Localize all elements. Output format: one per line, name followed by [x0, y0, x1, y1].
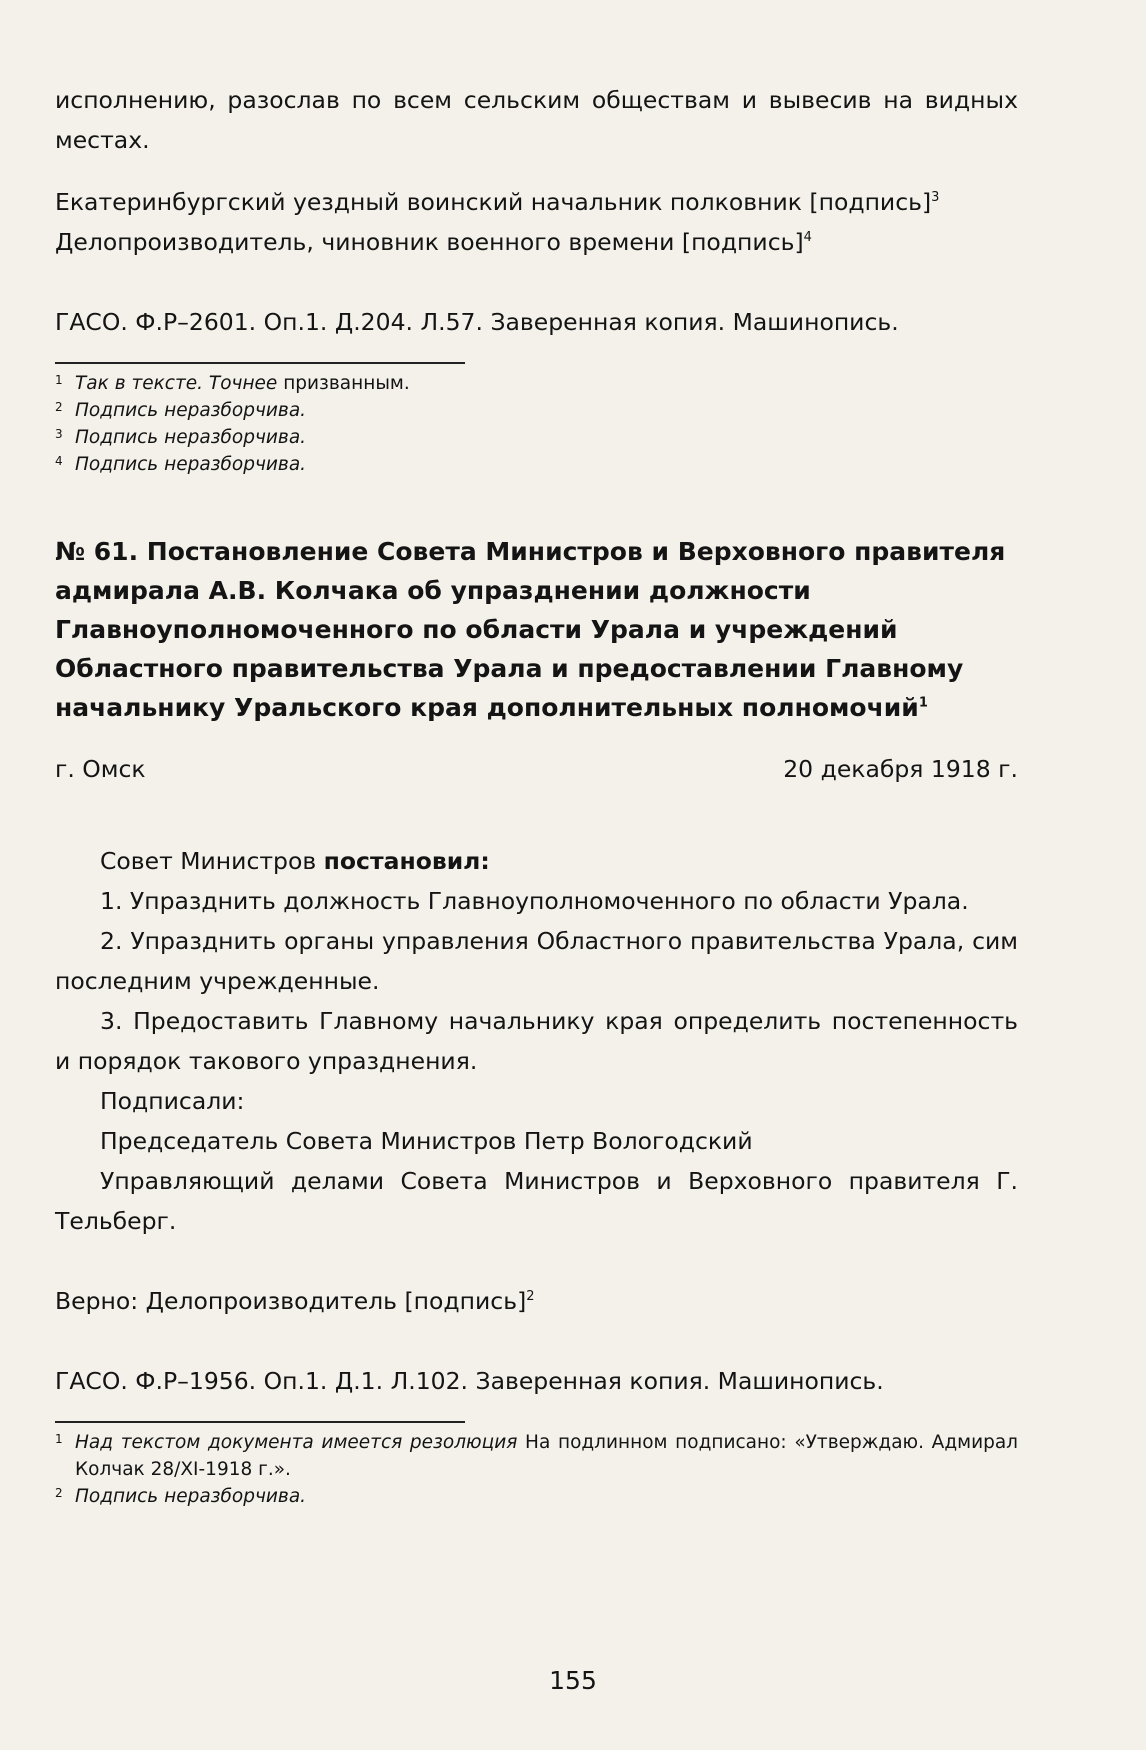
- resolution-item-2: 2. Упразднить органы управления Областного правительства Урала, сим последним учрежденные.: [55, 927, 1018, 995]
- resolution-intro: [55, 841, 1018, 881]
- footnote-ref: 1: [918, 695, 928, 711]
- footnote-number: 2: [55, 400, 63, 414]
- signatory-1: Председатель Совета Министров Петр Вологодский: [100, 1127, 753, 1155]
- page-body: [55, 80, 1018, 1510]
- resolution-item-1: 1. Упразднить должность Главноуполномоченного по области Урала.: [100, 887, 969, 915]
- archive-reference: ГАСО. Ф.Р–2601. Оп.1. Д.204. Л.57. Заверенная копия. Машинопись.: [55, 308, 899, 336]
- footnote-italic: Так в тексте. Точнее: [75, 373, 278, 394]
- certification-line: [55, 1281, 1018, 1321]
- footnote: [55, 451, 1018, 478]
- footnote: [55, 424, 1018, 451]
- archive-reference-2: ГАСО. Ф.Р–1956. Оп.1. Д.1. Л.102. Заверенная копия. Машинопись.: [55, 1367, 884, 1395]
- footnote: [55, 397, 1018, 424]
- certification-text: Верно: Делопроизводитель [подпись]: [55, 1287, 527, 1315]
- continuation-paragraph: исполнению, разослав по всем сельским обществам и вывесив на видных местах.: [55, 86, 1018, 154]
- signed-label: Подписали:: [100, 1087, 245, 1115]
- footnote-italic: Подпись неразборчива.: [75, 1486, 307, 1507]
- footnote-number: 3: [55, 427, 63, 441]
- document-heading-text: № 61. Постановление Совета Министров и Верховного правителя адмирала А.В. Колчака об упразднении должности Главноуполномоченного по области Урала и учреждений Областного правительства Урала и предоставлении Главному начальнику Уральского края дополнительных полномочий: [55, 537, 1006, 722]
- footnote: [55, 370, 1018, 397]
- footnotes-block-1: [55, 370, 1018, 478]
- footnote-number: 1: [55, 1432, 63, 1446]
- footnote-divider: [55, 1421, 465, 1423]
- footnote-number: 2: [55, 1486, 63, 1500]
- footnote-ref: 2: [526, 1289, 535, 1305]
- intro-plain: Совет Министров: [100, 847, 324, 875]
- footnote-italic: Подпись неразборчива.: [75, 454, 307, 475]
- footnote-plain: призванным.: [277, 373, 410, 394]
- place-date-line: [55, 749, 1018, 789]
- signatory-2: Управляющий делами Совета Министров и Верховного правителя Г. Тельберг.: [55, 1167, 1018, 1235]
- footnote-divider: [55, 362, 465, 364]
- footnotes-block-2: [55, 1429, 1018, 1510]
- footnote-number: 4: [55, 454, 63, 468]
- signer-1-text: Екатеринбургский уездный воинский начальник полковник [подпись]: [55, 188, 932, 216]
- footnote-plain: На подлинном подписано: «Утверждаю. Адмирал Колчак 28/XI-1918 г.».: [75, 1432, 1019, 1480]
- document-place: г. Омск: [55, 755, 146, 783]
- footnote-italic: Над текстом документа имеется резолюция: [75, 1432, 518, 1453]
- footnote: [55, 1483, 1018, 1510]
- resolution-item-3: 3. Предоставить Главному начальнику края определить постепенность и порядок такового упразднения.: [55, 1007, 1018, 1075]
- footnote-italic: Подпись неразборчива.: [75, 427, 307, 448]
- footnote-italic: Подпись неразборчива.: [75, 400, 307, 421]
- signer-line-1: [55, 182, 1018, 222]
- footnote: [55, 1429, 1018, 1483]
- signer-line-2: [55, 222, 1018, 262]
- document-date: 20 декабря 1918 г.: [783, 755, 1018, 783]
- document-heading: [55, 532, 1018, 727]
- footnote-number: 1: [55, 373, 63, 387]
- page-number: 155: [549, 1666, 597, 1695]
- signer-2-text: Делопроизводитель, чиновник военного времени [подпись]: [55, 228, 804, 256]
- footnote-ref: 3: [931, 190, 940, 206]
- footnote-ref: 4: [803, 230, 812, 246]
- intro-bold: постановил:: [323, 847, 490, 875]
